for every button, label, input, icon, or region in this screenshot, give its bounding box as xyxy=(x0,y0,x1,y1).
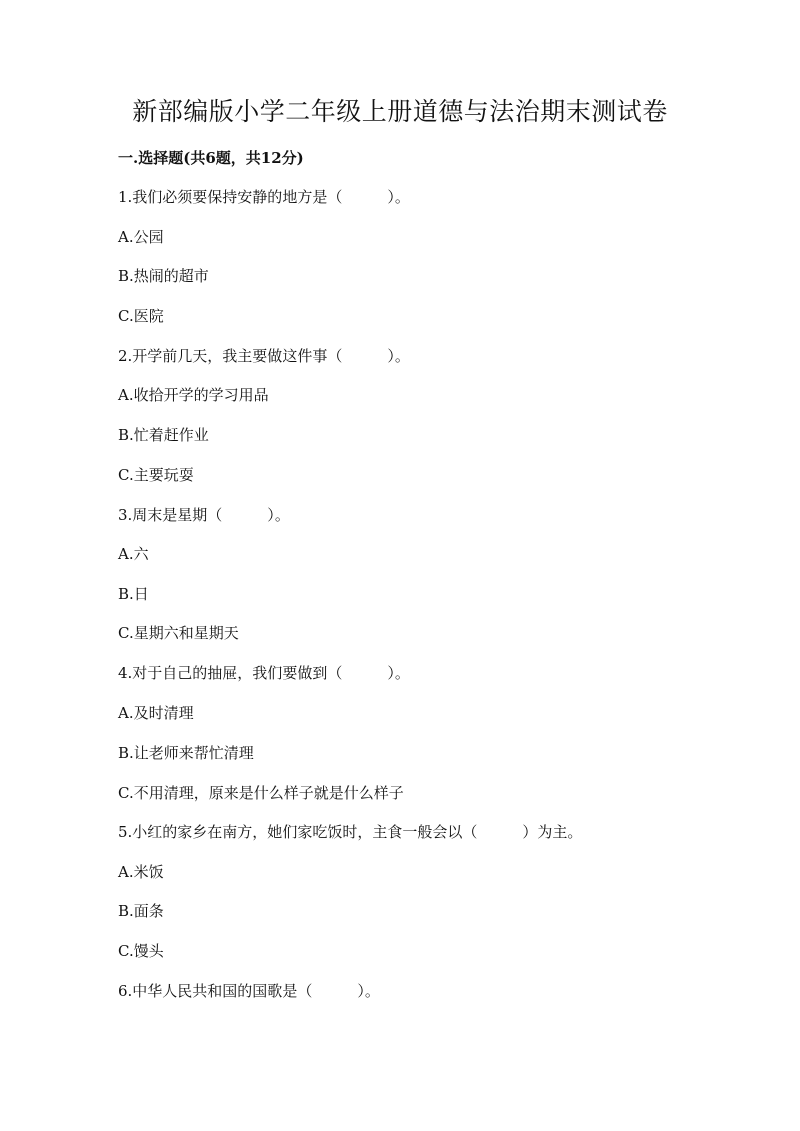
question-4-option-a: A.及时清理 xyxy=(118,704,194,722)
question-4-stem: 4.对于自己的抽屉，我们要做到（ ）。 xyxy=(118,664,410,682)
question-2-option-c: C.主要玩耍 xyxy=(118,466,194,484)
question-2-option-a: A.收拾开学的学习用品 xyxy=(118,386,269,404)
question-2-stem: 2.开学前几天，我主要做这件事（ ）。 xyxy=(118,347,410,365)
question-1-stem: 1.我们必须要保持安静的地方是（ ）。 xyxy=(118,188,410,206)
question-2-option-b: B.忙着赶作业 xyxy=(118,426,209,444)
question-3-option-c: C.星期六和星期天 xyxy=(118,624,239,642)
question-4-option-c: C.不用清理，原来是什么样子就是什么样子 xyxy=(118,784,404,802)
question-4-option-b: B.让老师来帮忙清理 xyxy=(118,744,254,762)
question-3-stem: 3.周末是星期（ ）。 xyxy=(118,506,290,524)
question-5-option-c: C.馒头 xyxy=(118,942,164,960)
question-3-option-b: B.日 xyxy=(118,585,149,603)
section-header: 一.选择题(共6题，共12分) xyxy=(118,149,304,167)
question-1-option-b: B.热闹的超市 xyxy=(118,267,209,285)
question-5-option-a: A.米饭 xyxy=(118,863,164,881)
question-6-stem: 6.中华人民共和国的国歌是（ ）。 xyxy=(118,982,380,1000)
question-5-stem: 5.小红的家乡在南方，她们家吃饭时，主食一般会以（ ）为主。 xyxy=(118,823,583,841)
page-title: 新部编版小学二年级上册道德与法治期末测试卷 xyxy=(132,97,668,126)
question-1-option-c: C.医院 xyxy=(118,307,164,325)
question-3-option-a: A.六 xyxy=(118,545,149,563)
question-5-option-b: B.面条 xyxy=(118,902,164,920)
question-1-option-a: A.公园 xyxy=(118,228,164,246)
